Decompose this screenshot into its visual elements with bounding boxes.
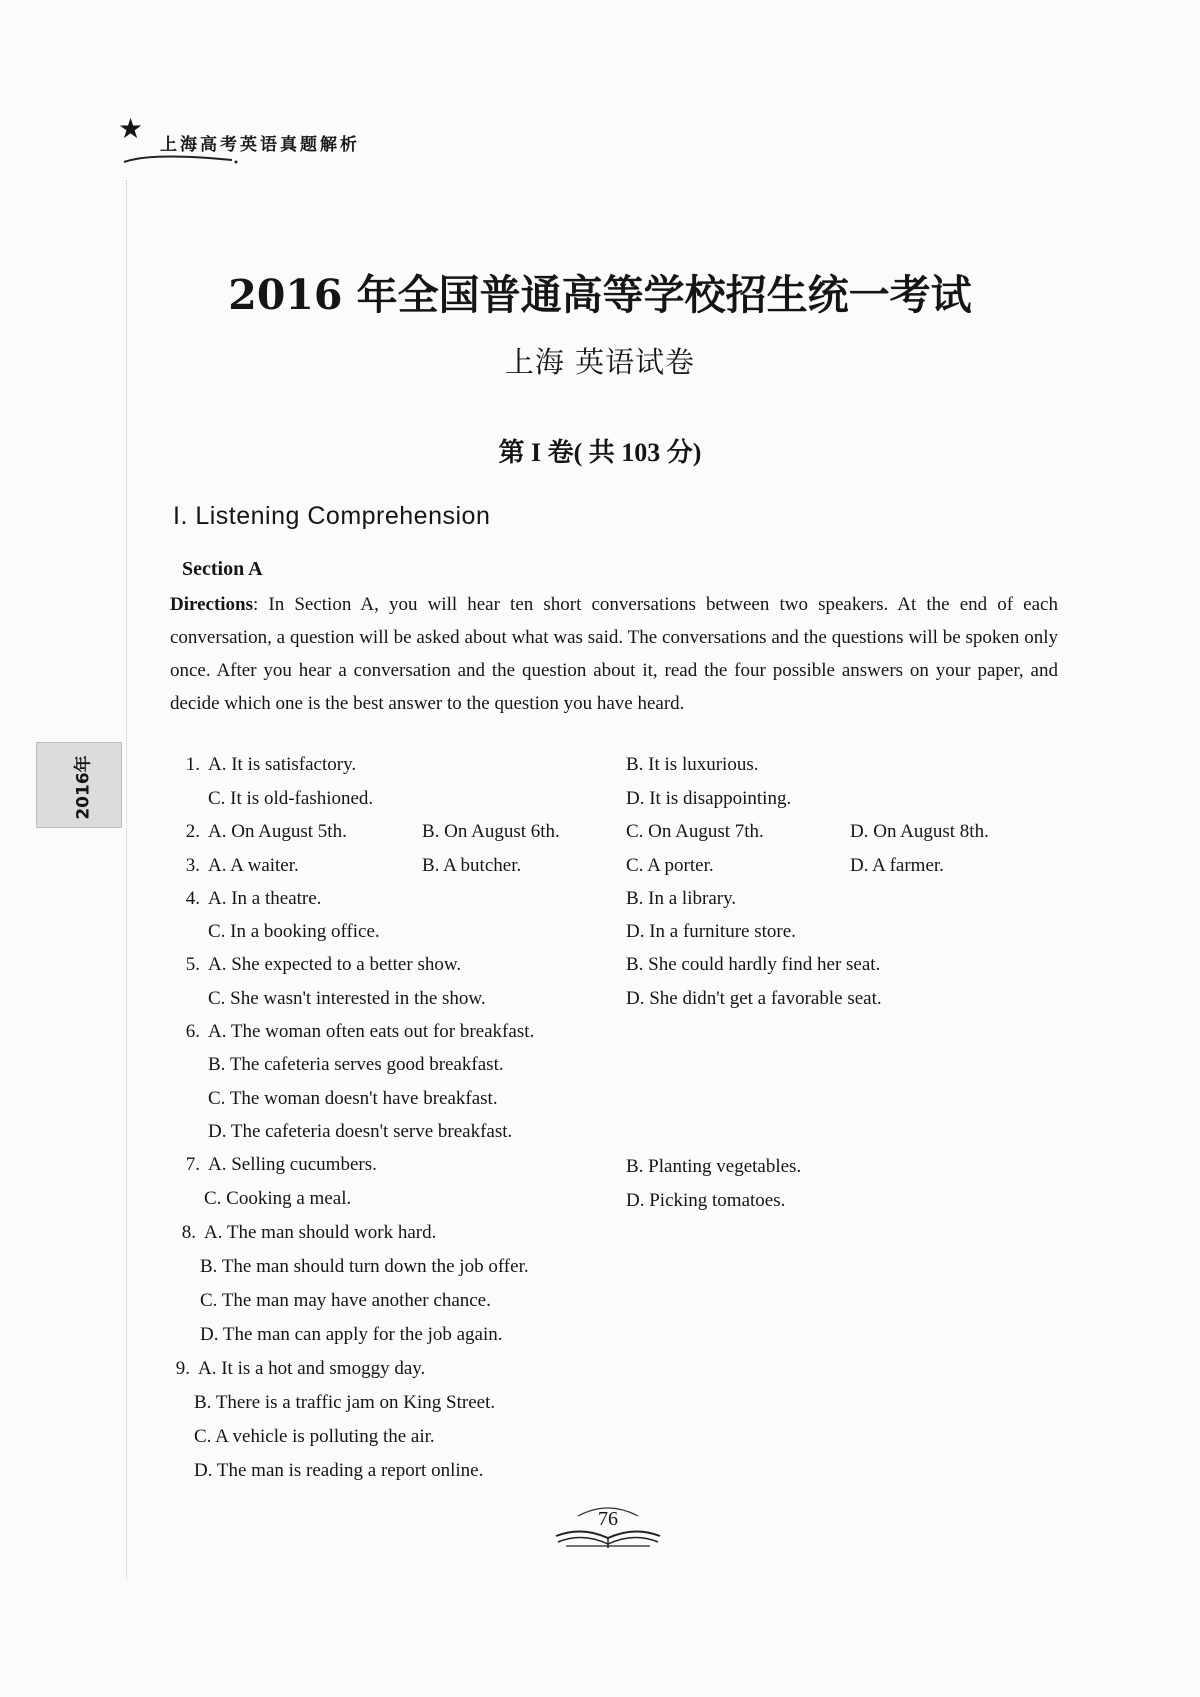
question-9-option-b: B. There is a traffic jam on King Street. [194, 1392, 496, 1413]
page-number: 76 [598, 1508, 618, 1530]
question-6-option-d: D. The cafeteria doesn't serve breakfast. [208, 1121, 513, 1142]
question-9-option-a: 9. A. It is a hot and smoggy day. [175, 1358, 426, 1379]
section-heading: I. Listening Comprehension [173, 502, 491, 530]
question-5-option-d: D. She didn't get a favorable seat. [626, 988, 882, 1009]
question-3-option-c: C. A porter. [626, 855, 714, 876]
question-8-option-d: D. The man can apply for the job again. [200, 1324, 503, 1345]
swoosh-decoration-icon [122, 150, 242, 170]
question-6-option-a: 6. A. The woman often eats out for breakfast. [185, 1021, 535, 1042]
question-8-option-a: 8. A. The man should work hard. [181, 1222, 437, 1243]
question-7-option-a: 7. A. Selling cucumbers. [185, 1154, 377, 1175]
question-5-option-a: 5. A. She expected to a better show. [185, 954, 462, 975]
question-6-option-c: C. The woman doesn't have breakfast. [208, 1088, 498, 1109]
star-logo-icon: ★ [118, 114, 144, 145]
question-3-option-b: B. A butcher. [422, 855, 522, 876]
question-8-option-b: B. The man should turn down the job offer. [200, 1256, 529, 1277]
question-8-option-c: C. The man may have another chance. [200, 1290, 491, 1311]
directions-paragraph [170, 588, 1058, 720]
question-5-option-b: B. She could hardly find her seat. [626, 954, 881, 975]
question-9-option-d: D. The man is reading a report online. [194, 1460, 484, 1481]
question-7-option-d: D. Picking tomatoes. [626, 1190, 786, 1211]
directions-text: : In Section A, you will hear ten short conversations between two speakers. At the end of each conversation, a question will be asked about what was said. The conversations and the questions will be spoken only once. After you hear a conversation and the question about it, read the four possible answers on your paper, and decide which one is the best answer to the question you have heard. [170, 594, 1058, 714]
question-4-option-a: 4. A. In a theatre. [185, 888, 322, 909]
question-2-option-c: C. On August 7th. [626, 821, 764, 842]
question-1-option-b: B. It is luxurious. [626, 754, 759, 775]
question-3-option-a: 3. A. A waiter. [185, 855, 299, 876]
question-2-option-d: D. On August 8th. [850, 821, 989, 842]
part-title: 第 I 卷( 共 103 分) [498, 438, 702, 467]
exam-title: 2016 年全国普通高等学校招生统一考试 [228, 271, 972, 319]
question-4-option-d: D. In a furniture store. [626, 921, 796, 942]
question-1-option-c: C. It is old-fashioned. [208, 788, 374, 809]
question-3-option-d: D. A farmer. [850, 855, 944, 876]
margin-dotted-line [126, 180, 128, 1580]
year-side-tab [36, 742, 122, 828]
question-2-option-b: B. On August 6th. [422, 821, 560, 842]
directions-label: Directions [170, 594, 254, 615]
question-1-option-d: D. It is disappointing. [626, 788, 792, 809]
question-5-option-c: C. She wasn't interested in the show. [208, 988, 486, 1009]
exam-subtitle: 上海 英语试卷 [504, 345, 696, 379]
question-7-option-b: B. Planting vegetables. [626, 1156, 802, 1177]
question-9-option-c: C. A vehicle is polluting the air. [194, 1426, 435, 1447]
question-2-option-a: 2. A. On August 5th. [185, 821, 347, 842]
section-label: Section A [182, 558, 263, 580]
question-6-option-b: B. The cafeteria serves good breakfast. [208, 1054, 504, 1075]
question-4-option-b: B. In a library. [626, 888, 737, 909]
series-title: 上海高考英语真题解析 [160, 135, 360, 155]
question-4-option-c: C. In a booking office. [208, 921, 380, 942]
year-side-tab-label: 2016年 [73, 755, 94, 820]
question-1-option-a: 1. A. It is satisfactory. [185, 754, 357, 775]
question-7-option-c: C. Cooking a meal. [204, 1188, 352, 1209]
